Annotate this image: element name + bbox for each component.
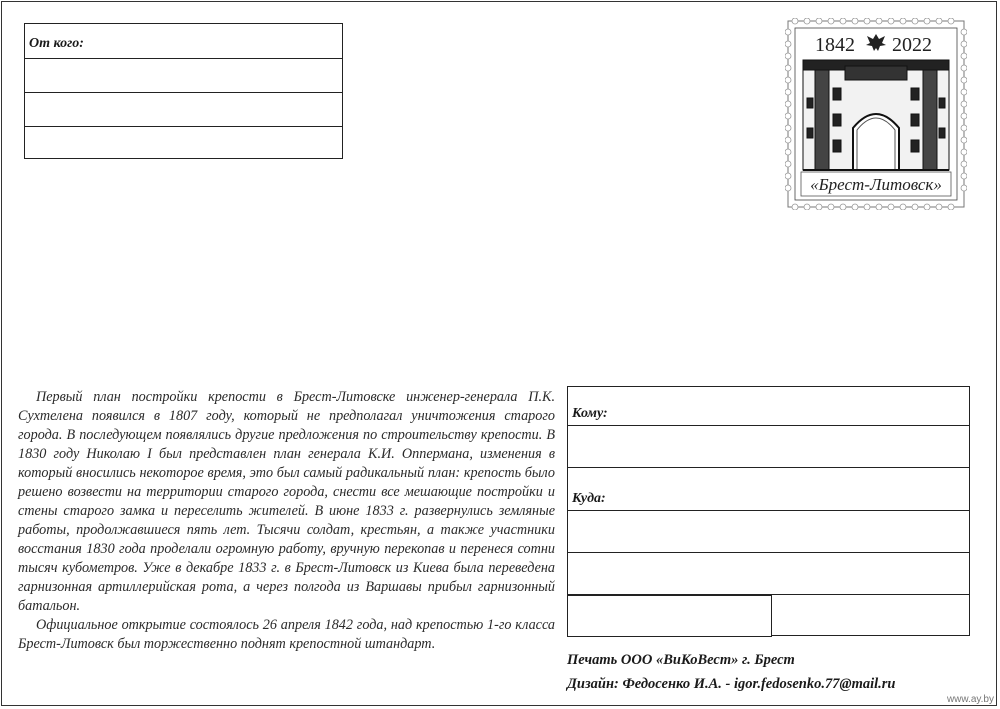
sender-label: От кого: <box>29 36 84 51</box>
address-line[interactable] <box>568 510 969 511</box>
recipient-box[interactable] <box>567 386 970 636</box>
postage-stamp <box>785 18 967 210</box>
postal-code-box[interactable] <box>567 595 772 637</box>
to-label: Кому: <box>572 406 608 421</box>
print-credit: Печать ООО «ВиКоВест» г. Брест <box>567 652 795 668</box>
address-label: Куда: <box>572 491 606 506</box>
address-line[interactable] <box>568 552 969 553</box>
watermark: www.ay.by <box>946 694 994 705</box>
sender-line[interactable] <box>25 58 342 59</box>
stamp-art <box>785 18 967 210</box>
stamp-year-start: 1842 <box>815 34 855 56</box>
design-credit: Дизайн: Федосенко И.А. - igor.fedosenko.77@mail.ru <box>567 676 896 692</box>
history-text <box>18 388 555 654</box>
history-paragraph-1: Первый план постройки крепости в Брест-Литовске инженер-генерала П.К. Сухтелена появился в 1807 году, который не предполагал уничтожения старого города. В последующем появлялись другие предложения по строительству крепости. В 1830 году Николаю I был представлен план генерала К.И. Оппермана, изменения в который вносились некоторое время, это был самый радикальный план: крепость было решено возвести на территории старого города, снести все мешающие постройки и стены старого замка и переселить жителей. В июне 1833 г. развернулись земляные работы, продолжавшиеся пять лет. Тысячи солдат, крестьян, а также участники восстания 1830 года проделали огромную работу, вручную перекопав и перенеся сотни тысяч кубометров. Уже в декабре 1833 г. в Брест-Литовск из Киева была переведена гарнизонная артиллерийская рота, а через полгода из Варшавы прибыл гарнизонный батальон. <box>18 389 555 614</box>
sender-line[interactable] <box>25 92 342 93</box>
gate-illustration <box>803 60 949 170</box>
sender-box[interactable] <box>24 23 343 159</box>
address-line[interactable] <box>568 425 969 426</box>
address-line[interactable] <box>568 467 969 468</box>
sender-line[interactable] <box>25 126 342 127</box>
stamp-year-end: 2022 <box>892 34 932 56</box>
history-paragraph-2: Официальное открытие состоялось 26 апреля 1842 года, над крепостью 1-го класса Брест-Литовск был торжественно поднят крепостной штандарт. <box>18 617 555 652</box>
stamp-name: «Брест-Литовск» <box>810 175 942 194</box>
